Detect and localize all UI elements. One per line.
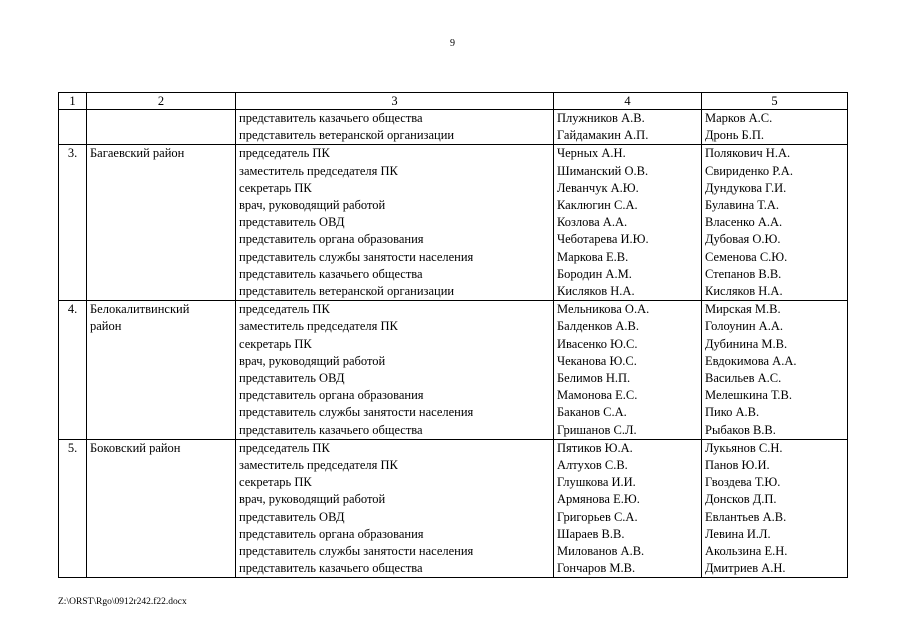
commission-table	[58, 92, 848, 578]
table-row	[59, 439, 848, 578]
district-line: Белокалитвинский	[90, 302, 190, 317]
member-line: Милованов А.В.	[557, 544, 645, 559]
header-cell: 4	[554, 93, 702, 110]
member-line: Чеботарева И.Ю.	[557, 232, 649, 247]
member-line: Гончаров М.В.	[557, 561, 636, 576]
reserve-line: Гвоздева Т.Ю.	[705, 475, 781, 490]
district-cell	[87, 145, 236, 301]
reserve-cell	[702, 145, 848, 301]
role-line: заместитель председателя ПК	[239, 319, 398, 334]
role-line: секретарь ПК	[239, 336, 312, 351]
reserve-line: Евдокимова А.А.	[705, 353, 797, 368]
role-line: представитель ОВД	[239, 215, 345, 230]
role-line: представитель казачьего общества	[239, 561, 423, 576]
reserve-line: Власенко А.А.	[705, 215, 783, 230]
reserve-line: Дубовая О.Ю.	[705, 232, 781, 247]
member-line: Каклюгин С.А.	[557, 198, 638, 213]
role-line: представитель казачьего общества	[239, 111, 423, 125]
district-cell	[87, 439, 236, 578]
member-line: Баканов С.А.	[557, 405, 627, 420]
role-line: врач, руководящий работой	[239, 492, 386, 507]
reserve-line: Акользина Е.Н.	[705, 544, 788, 559]
reserve-line: Васильев А.С.	[705, 371, 782, 386]
role-line: представитель органа образования	[239, 388, 424, 403]
member-line: Шараев В.В.	[557, 526, 625, 541]
reserve-line: Степанов В.В.	[705, 266, 782, 281]
reserve-cell	[702, 439, 848, 578]
reserve-line: Кисляков Н.А.	[705, 284, 783, 299]
reserve-line: Дундукова Г.И.	[705, 180, 787, 195]
member-line: Мельникова О.А.	[557, 302, 650, 317]
role-line: представитель казачьего общества	[239, 266, 423, 281]
role-line: представитель органа образования	[239, 232, 424, 247]
reserve-line: Лукьянов С.Н.	[705, 440, 783, 455]
reserve-line: Мирская М.В.	[705, 302, 781, 317]
reserve-line: Марков А.С.	[705, 111, 773, 125]
role-line: представитель ветеранской организации	[239, 128, 455, 143]
member-line: Козлова А.А.	[557, 215, 628, 230]
reserve-line: Рыбаков В.В.	[705, 422, 776, 437]
header-cell: 2	[87, 93, 236, 110]
member-line: Армянова Е.Ю.	[557, 492, 640, 507]
role-line: секретарь ПК	[239, 180, 312, 195]
role-line: секретарь ПК	[239, 475, 312, 490]
reserve-line: Голоунин А.А.	[705, 319, 783, 334]
role-line: представитель ОВД	[239, 509, 345, 524]
member-line: Маркова Е.В.	[557, 249, 629, 264]
role-line: врач, руководящий работой	[239, 353, 386, 368]
page-number: 9	[450, 38, 455, 49]
role-cell	[236, 145, 554, 301]
role-line: заместитель председателя ПК	[239, 458, 398, 473]
member-line: Леванчук А.Ю.	[557, 180, 639, 195]
header-cell: 3	[236, 93, 554, 110]
reserve-line: Левина И.Л.	[705, 526, 771, 541]
table-row	[59, 301, 848, 440]
role-line: врач, руководящий работой	[239, 198, 386, 213]
district-line: район	[90, 319, 122, 334]
role-line: представитель службы занятости населения	[239, 249, 474, 264]
role-cell	[236, 439, 554, 578]
role-line: председатель ПК	[239, 302, 330, 317]
member-line: Балденков А.В.	[557, 319, 640, 334]
role-line: представитель службы занятости населения	[239, 544, 474, 559]
member-line: Белимов Н.П.	[557, 371, 631, 386]
member-line: Гайдамакин А.П.	[557, 128, 649, 143]
role-cell	[236, 301, 554, 440]
member-cell	[554, 301, 702, 440]
member-line: Черных А.Н.	[557, 146, 626, 161]
reserve-line: Мелешкина Т.В.	[705, 388, 793, 403]
role-line: представитель службы занятости населения	[239, 405, 474, 420]
district-cell	[87, 301, 236, 440]
reserve-cell	[702, 301, 848, 440]
role-line: представитель казачьего общества	[239, 422, 423, 437]
member-line: Глушкова И.И.	[557, 475, 636, 490]
header-row	[59, 93, 848, 110]
district-cell	[87, 110, 236, 145]
reserve-line: Дубинина М.В.	[705, 336, 788, 351]
member-line: Пятиков Ю.А.	[557, 440, 633, 455]
row-number-cell: 3.	[59, 145, 87, 301]
role-line: заместитель председателя ПК	[239, 163, 398, 178]
header-cell: 1	[59, 93, 87, 110]
member-cell	[554, 110, 702, 145]
reserve-line: Семенова С.Ю.	[705, 249, 788, 264]
table-row	[59, 110, 848, 145]
role-line: представитель ветеранской организации	[239, 284, 455, 299]
reserve-line: Евлантьев А.В.	[705, 509, 787, 524]
member-line: Алтухов С.В.	[557, 458, 628, 473]
member-line: Кисляков Н.А.	[557, 284, 635, 299]
reserve-line: Булавина Т.А.	[705, 198, 779, 213]
role-line: представитель органа образования	[239, 526, 424, 541]
table-row	[59, 145, 848, 301]
member-cell	[554, 145, 702, 301]
member-line: Ивасенко Ю.С.	[557, 336, 638, 351]
row-number-cell: 4.	[59, 301, 87, 440]
reserve-line: Дмитриев А.Н.	[705, 561, 786, 576]
district-line: Багаевский район	[90, 146, 185, 161]
member-line: Плужников А.В.	[557, 111, 645, 125]
reserve-line: Дронь Б.П.	[705, 128, 764, 143]
row-number-cell: 5.	[59, 439, 87, 578]
role-line: председатель ПК	[239, 440, 330, 455]
member-cell	[554, 439, 702, 578]
role-line: представитель ОВД	[239, 371, 345, 386]
member-line: Шиманский О.В.	[557, 163, 649, 178]
row-number-cell	[59, 110, 87, 145]
reserve-line: Полякович Н.А.	[705, 146, 791, 161]
member-line: Гришанов С.Л.	[557, 422, 637, 437]
reserve-line: Свириденко Р.А.	[705, 163, 793, 178]
reserve-cell	[702, 110, 848, 145]
reserve-line: Пико А.В.	[705, 405, 760, 420]
member-line: Григорьев С.А.	[557, 509, 638, 524]
district-line: Боковский район	[90, 440, 181, 455]
member-line: Чеканова Ю.С.	[557, 353, 637, 368]
header-cell: 5	[702, 93, 848, 110]
role-line: председатель ПК	[239, 146, 330, 161]
member-line: Бородин А.М.	[557, 266, 632, 281]
reserve-line: Донсков Д.П.	[705, 492, 777, 507]
file-path-footer: Z:\ORST\Rgo\0912r242.f22.docx	[58, 597, 187, 607]
member-line: Мамонова Е.С.	[557, 388, 638, 403]
reserve-line: Панов Ю.И.	[705, 458, 770, 473]
role-cell	[236, 110, 554, 145]
